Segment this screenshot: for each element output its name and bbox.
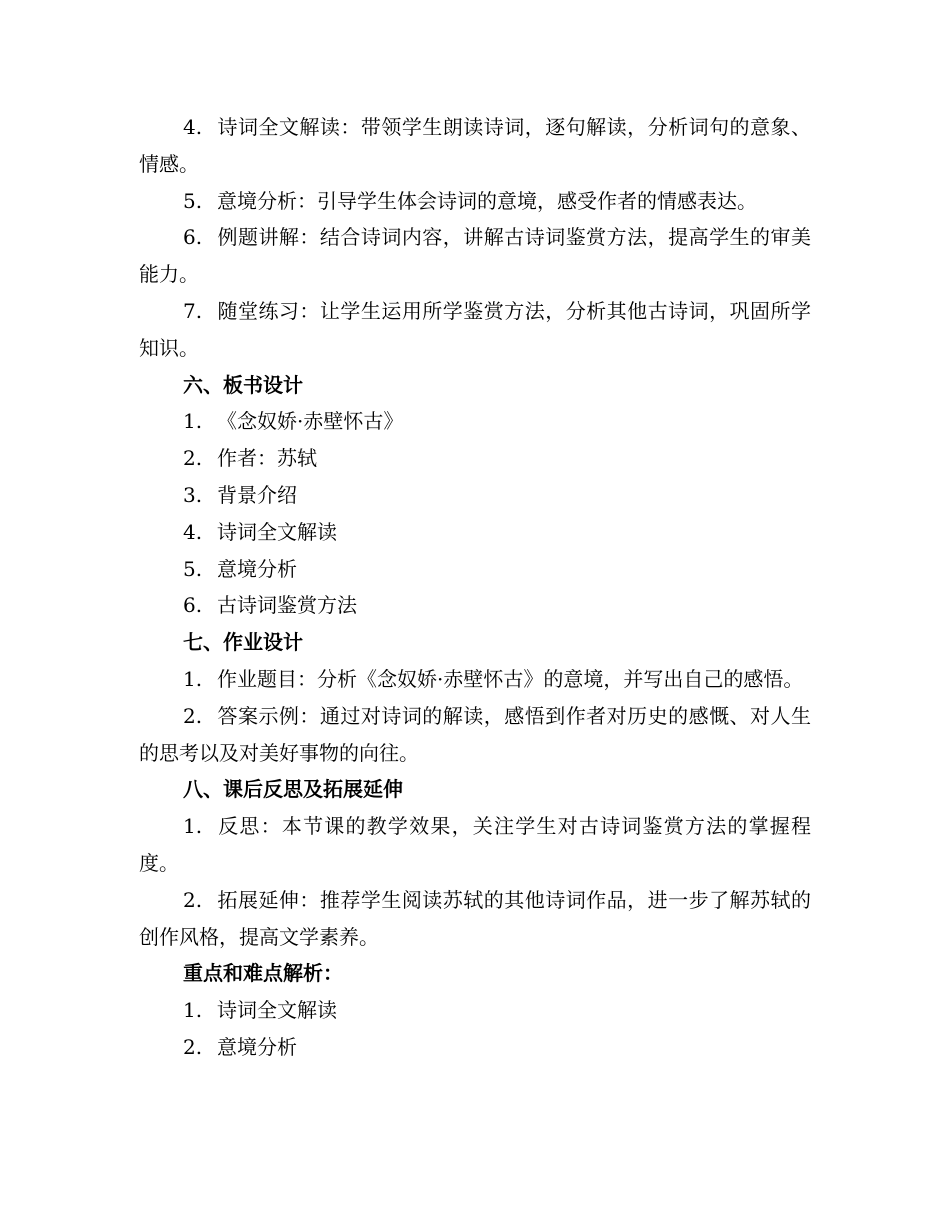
item-number: 1. [183, 409, 203, 434]
item-number: 1. [183, 998, 203, 1023]
item-number: 2. [183, 446, 203, 471]
item-text: 古诗词鉴赏方法 [217, 593, 357, 618]
item-text: 诗词全文解读 [217, 998, 337, 1023]
section-heading-reflection: 八、课后反思及拓展延伸 [183, 777, 403, 802]
item-number: 6. [183, 225, 203, 250]
item-text: 随堂练习：让学生运用所学鉴赏方法，分析其他古诗词，巩固所学知识。 [139, 298, 811, 360]
paragraph-item [139, 293, 811, 367]
item-text: 作者：苏轼 [217, 446, 317, 471]
paragraph-item [139, 661, 811, 698]
item-text: 意境分析 [217, 556, 297, 581]
item-text: 拓展延伸：推荐学生阅读苏轼的其他诗词作品，进一步了解苏轼的创作风格，提高文学素养。 [139, 887, 811, 949]
item-text: 背景介绍 [217, 482, 297, 507]
item-number: 7. [183, 298, 203, 323]
section-heading-key-points: 重点和难点解析： [183, 961, 343, 986]
item-number: 4. [183, 519, 203, 544]
item-number: 2. [183, 1034, 203, 1059]
section-heading-board-design: 六、板书设计 [183, 372, 303, 397]
item-text: 诗词全文解读 [217, 519, 337, 544]
paragraph-item [139, 551, 811, 588]
paragraph-item [139, 477, 811, 514]
item-text: 诗词全文解读：带领学生朗读诗词，逐句解读，分析词句的意象、情感。 [139, 115, 811, 176]
paragraph-item [139, 514, 811, 551]
paragraph-item [139, 183, 811, 220]
paragraph-item [139, 403, 811, 440]
document-body [139, 109, 811, 1066]
paragraph-item [139, 698, 811, 772]
item-text: 反思：本节课的教学效果，关注学生对古诗词鉴赏方法的掌握程度。 [139, 814, 811, 875]
item-number: 6. [183, 593, 203, 618]
paragraph-item [139, 992, 811, 1029]
paragraph-item [139, 882, 811, 956]
paragraph-item [139, 440, 811, 477]
item-text: 例题讲解：结合诗词内容，讲解古诗词鉴赏方法，提高学生的审美能力。 [139, 225, 811, 287]
item-number: 1. [183, 666, 203, 691]
item-text: 意境分析：引导学生体会诗词的意境，感受作者的情感表达。 [217, 188, 757, 213]
item-text: 意境分析 [217, 1034, 297, 1059]
item-number: 3. [183, 482, 203, 507]
item-number: 2. [183, 703, 203, 728]
item-number: 5. [183, 556, 203, 581]
item-number: 5. [183, 188, 203, 213]
item-number: 4. [183, 115, 203, 139]
item-text: 《念奴娇·赤壁怀古》 [217, 409, 404, 434]
paragraph-item [139, 1029, 811, 1066]
paragraph-item [139, 219, 811, 293]
paragraph-item [139, 109, 811, 183]
section-heading-homework: 七、作业设计 [183, 630, 303, 655]
item-text: 答案示例：通过对诗词的解读，感悟到作者对历史的感慨、对人生的思考以及对美好事物的向往。 [139, 703, 811, 765]
paragraph-item [139, 808, 811, 882]
item-text: 作业题目：分析《念奴娇·赤壁怀古》的意境，并写出自己的感悟。 [217, 666, 804, 691]
paragraph-item [139, 587, 811, 624]
item-number: 2. [183, 887, 203, 912]
item-number: 1. [183, 814, 203, 839]
